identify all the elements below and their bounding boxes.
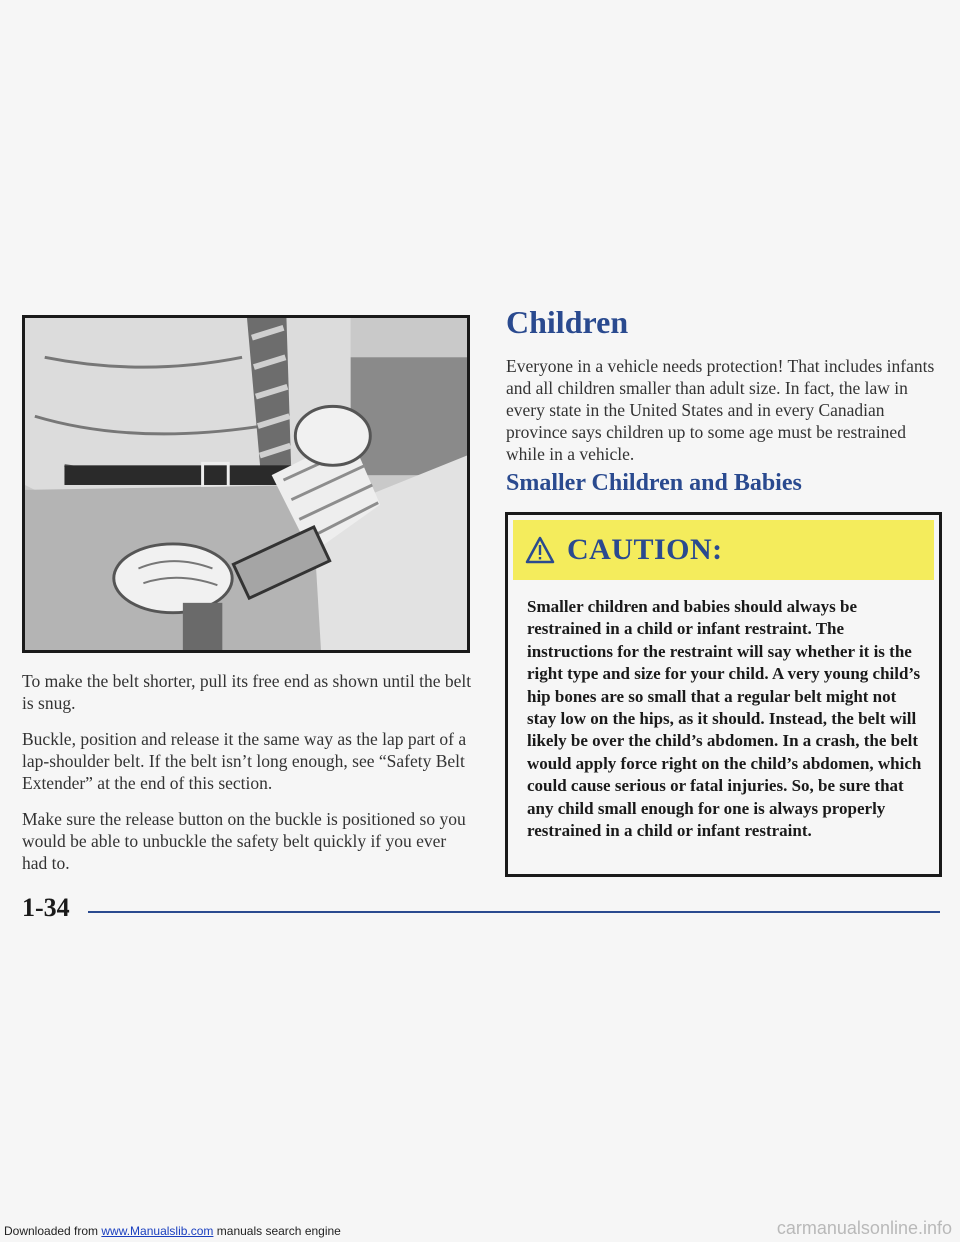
caution-title: CAUTION: <box>567 533 723 566</box>
left-column-text <box>22 670 472 888</box>
footer-suffix: manuals search engine <box>213 1224 341 1238</box>
section-heading: Children <box>506 304 629 340</box>
warning-triangle-icon <box>525 536 555 564</box>
paragraph-buckle-position: Buckle, position and release it the same way as the lap part of a lap-shoulder belt. If the belt isn’t long enough, see “Safety Belt Extender” at the end of this section. <box>22 729 467 793</box>
paragraph-shorten-belt: To make the belt shorter, pull its free end as shown until the belt is snug. <box>22 671 472 713</box>
caution-box <box>505 512 942 877</box>
paragraph-release-button: Make sure the release button on the buckle is positioned so you would be able to unbuckle the safety belt quickly if you ever had to. <box>22 809 466 873</box>
download-footer <box>4 1224 341 1238</box>
footer-rule <box>88 911 940 913</box>
watermark: carmanualsonline.info <box>776 1218 952 1238</box>
caution-text: Smaller children and babies should always be restrained in a child or infant restraint. The instructions for the restraint will say whether it is the right type and size for your child. A very young child’s hip bones are so small that a regular belt might not stay low on the hips, as it should. Instead, the belt will likely be over the child’s abdomen. In a crash, the belt would apply force right on the child’s abdomen, which could cause serious or fatal injuries. So, be sure that any child small enough for one is always properly restrained in a child or infant restraint. <box>527 597 922 841</box>
manualslib-link[interactable]: www.Manualslib.com <box>101 1224 214 1238</box>
seat-belt-illustration <box>22 315 470 653</box>
footer-prefix: Downloaded from <box>4 1224 102 1238</box>
page-number: 1-34 <box>22 893 70 922</box>
sub-heading: Smaller Children and Babies <box>506 470 802 496</box>
caution-header <box>513 520 934 580</box>
intro-paragraph: Everyone in a vehicle needs protection! That includes infants and all children smaller than adult size. In fact, the law in every state in the United States and in every Canadian province says children up to some age must be restrained while in a vehicle. <box>506 356 935 464</box>
